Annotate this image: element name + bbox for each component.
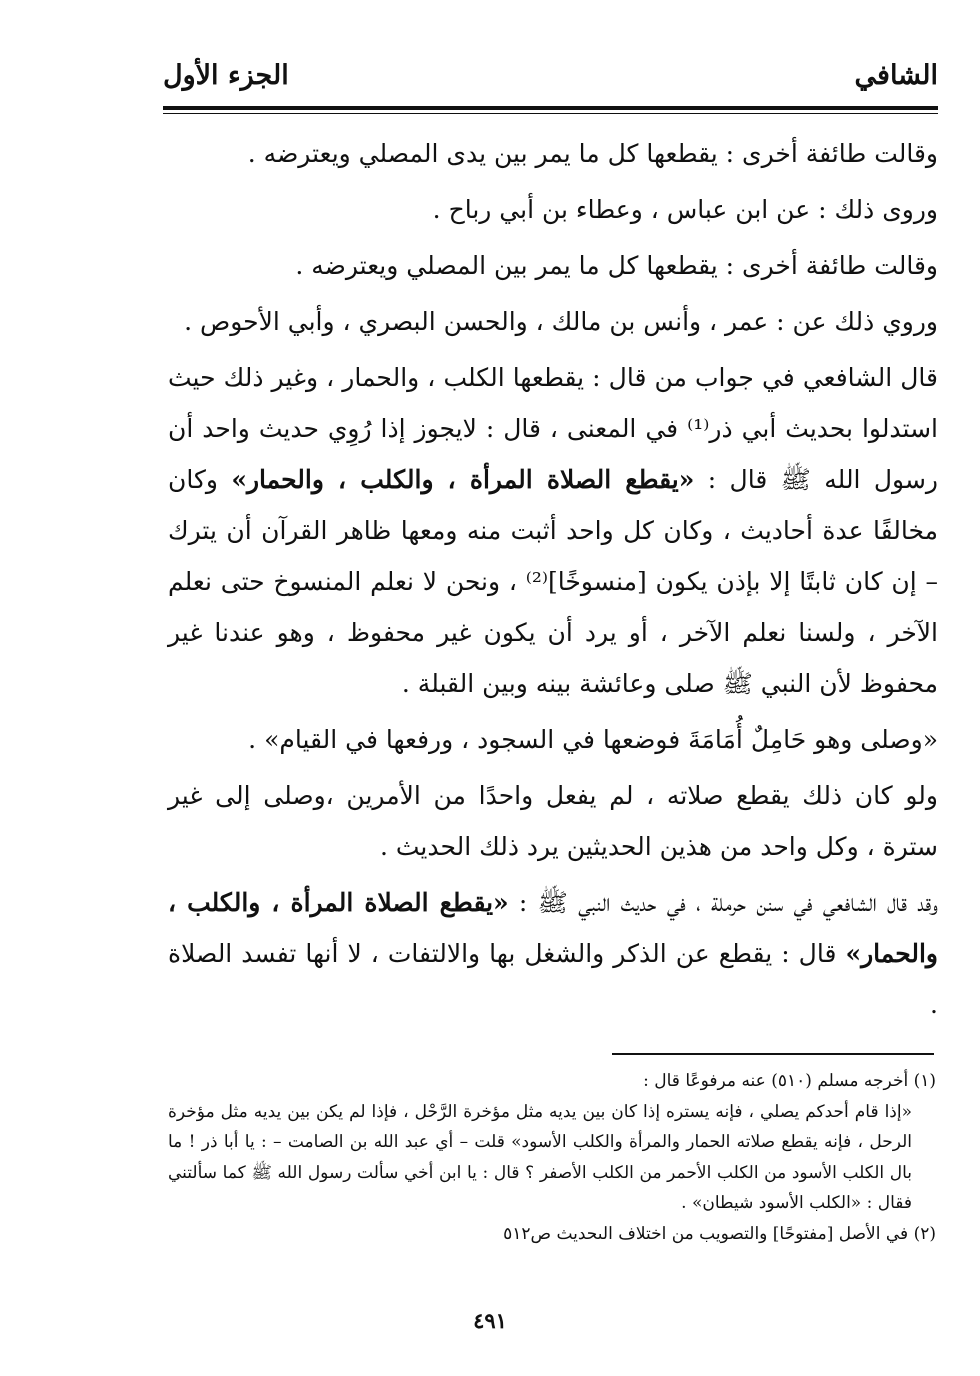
footnote-1-intro: (١) أخرجه مسلم (٥١٠) عنه مرفوعًا قال :	[643, 1071, 936, 1091]
paragraph-text: قال الشافعي في جواب من قال : يقطعها الكلب ، والحمار ، وغير ذلك حيث استدلوا بحديث أبي ذر⁽¹⁾ في المعنى ، قال : لايجوز إذا رُوِي حديث واحد أن رسول الله ﷺ قال :	[168, 363, 938, 494]
volume-label: الجزء الأول	[163, 60, 289, 91]
paragraph	[168, 352, 938, 709]
paragraph: وروي ذلك عن : عمر ، وأنس بن مالك ، والحسن البصري ، وأبي الأحوص .	[184, 307, 938, 336]
book-title: الشافي	[854, 60, 938, 91]
paragraph-text: وقد قال الشافعي في سنن حرملة ، في حديث النبي ﷺ :	[508, 888, 939, 917]
paragraph-text: قال : يقطع عن الذكر والشغل بها والالتفات ، لا أنها تفسد الصلاة .	[168, 939, 938, 1019]
paragraph: وروى ذلك : عن ابن عباس ، وعطاء بن أبي رباح .	[432, 195, 938, 224]
paragraph: «وصلى وهو حَامِلٌ أُمَامَةَ فوضعها في السجود ، ورفعها في القيام» .	[248, 725, 938, 754]
paragraph: وقالت طائفة أخرى : يقطعها كل ما يمر بين المصلي ويعترضه .	[295, 251, 938, 280]
paragraph: ولو كان ذلك يقطع صلاته ، لم يفعل واحدًا من الأمرين ،وصلى إلى غير سترة ، وكل واحد من هذين الحديثين يرد ذلك الحديث .	[168, 781, 938, 861]
footnote-1-text: «إذا قام أحدكم يصلي ، فإنه يستره إذا كان بين يديه مثل مؤخرة الرَّحْل ، فإذا لم يكن بين يديه مثل مؤخرة الرحل ، فإنه يقطع صلاته الحمار والمرأة والكلب الأسود» قلت – أي عبد الله بن الصامت – : يا أبا ذر ! ما بال الكلب الأسود من الكلب الأحمر من الكلب الأصفر ؟ قال : يا ابن أخي سألت رسول الله ﷺ كما سألتني فقال : «الكلب الأسود شيطان» .	[168, 1101, 912, 1213]
page-header	[163, 56, 938, 104]
header-rule	[163, 106, 938, 110]
page-number: ٤٩١	[473, 1308, 507, 1333]
paragraph: وقالت طائفة أخرى : يقطعها كل ما يمر بين يدى المصلي ويعترضه .	[247, 139, 938, 168]
footnote-2: (٢) في الأصل [مفتوحًا] والتصويب من اختلاف الىحديث ص٥١٢	[503, 1223, 936, 1244]
footnotes	[168, 1066, 936, 1249]
paragraph	[168, 877, 938, 1030]
hadith-quote: «يقطع الصلاة المرأة ، والكلب ، والحمار»	[168, 888, 938, 968]
header-rule-thin	[163, 113, 938, 114]
hadith-quote: «يقطع الصلاة المرأة ، والكلب ، والحمار»	[231, 465, 695, 494]
main-text	[168, 128, 938, 1035]
paragraph-text: وكان مخالفًا عدة أحاديث ، وكان كل واحد أثبت منه ومعها ظاهر القرآن أن يترك – إن كان ثابتًا إلا بإذن يكون [منسوخًا]⁽²⁾ ، ونحن لا نعلم المنسوخ حتى نعلم الآخر ، ولسنا نعلم الآخر ، أو يرد أن يكون غير محفوظ ، وهو عندنا غير محفوظ لأن النبي ﷺ صلى وعائشة بينه وبين القبلة .	[168, 465, 938, 698]
footnote-separator	[612, 1053, 934, 1055]
